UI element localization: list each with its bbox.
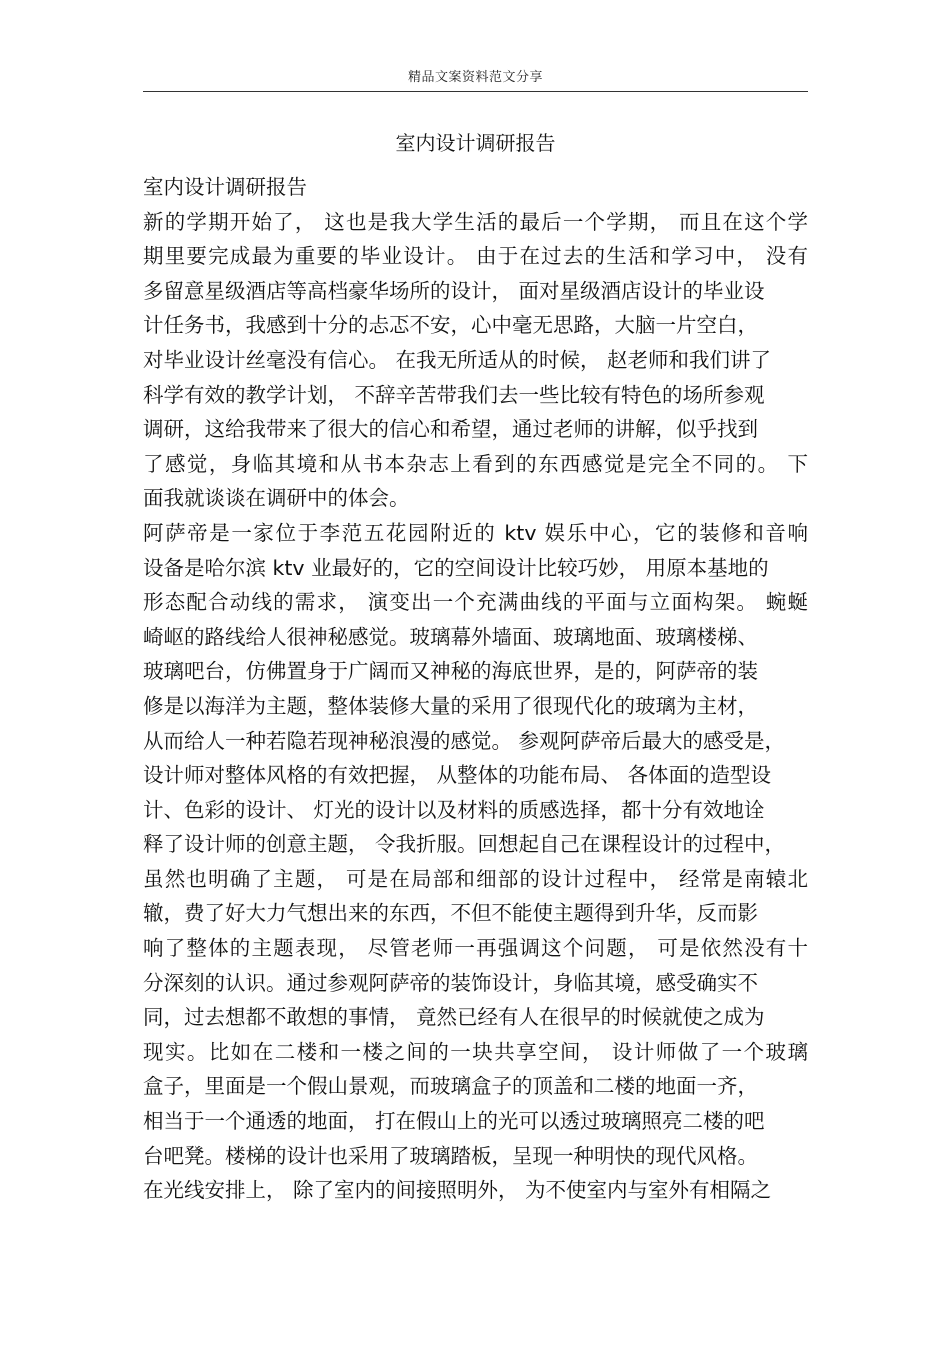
body-line: 设计师对整体风格的有效把握， 从整体的功能布局、 各体面的造型设 xyxy=(143,763,772,788)
body-line: 虽然也明确了主题， 可是在局部和细部的设计过程中， 经常是南辕北 xyxy=(143,866,808,891)
header-divider xyxy=(143,91,808,92)
body-line: 科学有效的教学计划， 不辞辛苦带我们去一些比较有特色的场所参观 xyxy=(143,382,765,407)
body-line: 分深刻的认识。通过参观阿萨帝的装饰设计，身临其境，感受确实不 xyxy=(143,970,758,995)
body-line: 修是以海洋为主题，整体装修大量的采用了很现代化的玻璃为主材， xyxy=(143,693,758,718)
body-line: 多留意星级酒店等高档豪华场所的设计， 面对星级酒店设计的毕业设 xyxy=(143,278,765,303)
body-line: 形态配合动线的需求， 演变出一个充满曲线的平面与立面构架。 蜿蜒 xyxy=(143,590,808,615)
document-body xyxy=(143,170,808,1208)
body-line: 同，过去想都不敢想的事情， 竟然已经有人在很早的时候就使之成为 xyxy=(143,1005,765,1030)
body-line: 期里要完成最为重要的毕业设计。 由于在过去的生活和学习中， 没有 xyxy=(143,244,808,269)
body-line: 面我就谈谈在调研中的体会。 xyxy=(143,486,410,511)
page-header: 精品文案资料范文分享 xyxy=(407,70,543,85)
body-line: 调研，这给我带来了很大的信心和希望，通过老师的讲解，似乎找到 xyxy=(143,417,758,442)
body-line: 在光线安排上， 除了室内的间接照明外， 为不使室内与室外有相隔之 xyxy=(143,1178,772,1203)
body-line: 玻璃吧台，仿佛置身于广阔而又神秘的海底世界，是的，阿萨帝的装 xyxy=(143,659,758,684)
body-line: 阿萨帝是一家位于李范五花园附近的 ktv 娱乐中心，它的装修和音响 xyxy=(143,520,808,545)
body-line: 设备是哈尔滨 ktv 业最好的，它的空间设计比较巧妙， 用原本基地的 xyxy=(143,555,769,580)
body-line: 相当于一个通透的地面， 打在假山上的光可以透过玻璃照亮二楼的吧 xyxy=(143,1109,765,1134)
body-line: 现实。比如在二楼和一楼之间的一块共享空间， 设计师做了一个玻璃 xyxy=(143,1039,808,1064)
body-line: 响了整体的主题表现， 尽管老师一再强调这个问题， 可是依然没有十 xyxy=(143,936,808,961)
body-line: 对毕业设计丝毫没有信心。 在我无所适从的时候， 赵老师和我们讲了 xyxy=(143,347,772,372)
body-line: 从而给人一种若隐若现神秘浪漫的感觉。 参观阿萨帝后最大的感受是， xyxy=(143,728,786,753)
body-line: 计任务书，我感到十分的忐忑不安，心中毫无思路，大脑一片空白， xyxy=(143,313,758,338)
body-line: 崎岖的路线给人很神秘感觉。玻璃幕外墙面、玻璃地面、玻璃楼梯、 xyxy=(143,624,758,649)
body-line: 了感觉，身临其境和从书本杂志上看到的东西感觉是完全不同的。 下 xyxy=(143,451,808,476)
body-line: 新的学期开始了， 这也是我大学生活的最后一个学期， 而且在这个学 xyxy=(143,209,808,234)
document-title: 室内设计调研报告 xyxy=(395,131,556,155)
body-line: 室内设计调研报告 xyxy=(143,175,307,199)
body-line: 释了设计师的创意主题， 令我折服。回想起自己在课程设计的过程中， xyxy=(143,832,786,857)
body-line: 台吧凳。楼梯的设计也采用了玻璃踏板，呈现一种明快的现代风格。 xyxy=(143,1143,758,1168)
body-line: 计、色彩的设计、 灯光的设计以及材料的质感选择，都十分有效地诠 xyxy=(143,797,765,822)
body-line: 辙，费了好大力气想出来的东西，不但不能使主题得到升华，反而影 xyxy=(143,901,758,926)
body-line: 盒子，里面是一个假山景观，而玻璃盒子的顶盖和二楼的地面一齐， xyxy=(143,1074,758,1099)
